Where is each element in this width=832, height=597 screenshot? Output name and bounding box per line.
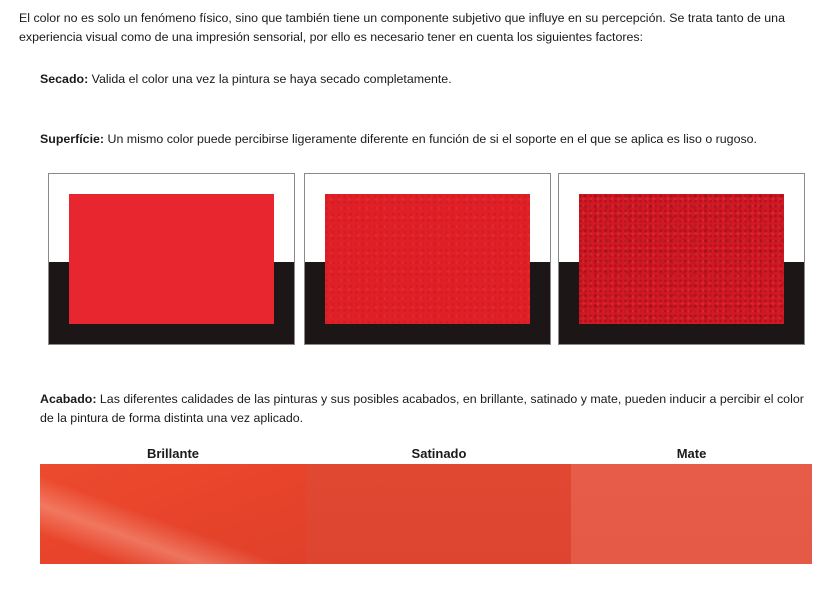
finish-label-mate: Mate <box>676 446 707 461</box>
factor-secado-text: Valida el color una vez la pintura se haya secado completamente. <box>88 72 452 86</box>
finish-label-satinado: Satinado <box>411 446 467 461</box>
medium-texture-red-swatch <box>325 194 530 324</box>
factor-acabado-term: Acabado: <box>40 392 97 406</box>
intro-paragraph: El color no es solo un fenómeno físico, sino que también tiene un componente subjetivo que influye en su percepción. Se trata tanto de una experiencia visual como de una impresión sensorial, por ello es necesario tener en cuenta los siguientes factores: <box>19 11 785 44</box>
finish-panel-satinado <box>306 464 572 564</box>
finish-label-brillante: Brillante <box>146 446 199 461</box>
factor-superficie-term: Superfície: <box>40 132 105 146</box>
factor-superficie <box>40 130 820 149</box>
surface-samples <box>48 173 805 345</box>
factor-acabado-text: Las diferentes calidades de las pinturas y sus posibles acabados, en brillante, satinado y mate, pueden inducir a percibir el color de la pintura de forma distinta una vez aplicado. <box>40 392 804 425</box>
finish-panel-mate <box>571 464 812 564</box>
factor-acabado <box>40 390 820 428</box>
smooth-red-swatch <box>69 194 274 324</box>
surface-sample-smooth <box>48 173 295 345</box>
finish-panel-brillante <box>40 464 306 564</box>
rough-texture-red-swatch <box>579 194 784 324</box>
factor-superficie-text: Un mismo color puede percibirse ligeramente diferente en función de si el soporte en el que se aplica es liso o rugoso. <box>104 132 757 146</box>
surface-sample-medium <box>304 173 551 345</box>
surface-sample-rough <box>558 173 805 345</box>
factor-secado <box>40 70 452 89</box>
factor-secado-term: Secado: <box>40 72 89 86</box>
